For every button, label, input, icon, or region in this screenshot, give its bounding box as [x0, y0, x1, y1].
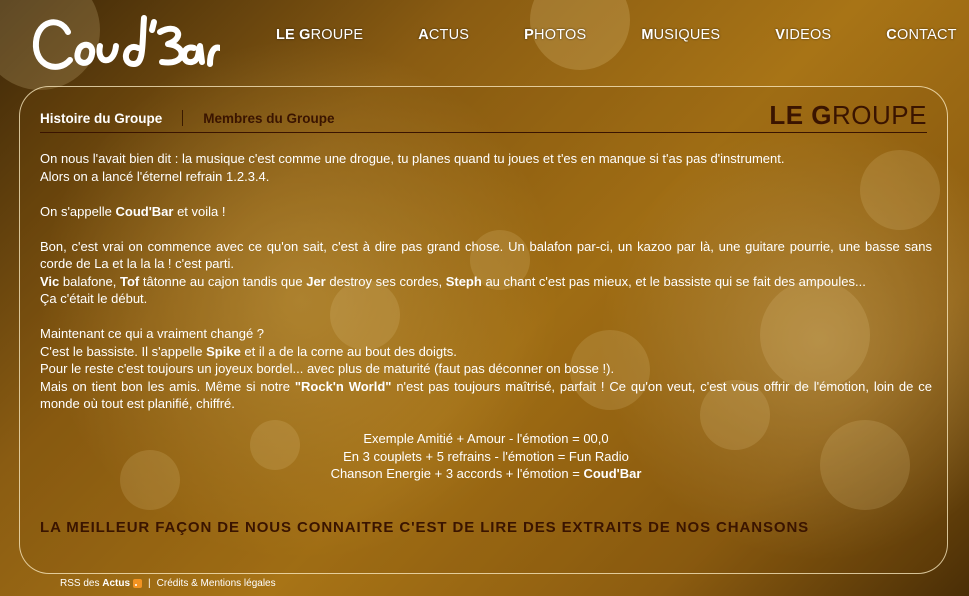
nav-le-groupe[interactable]: [276, 27, 363, 43]
nav-label-initial: LE G: [276, 27, 311, 43]
nav-label-initial: M: [641, 27, 654, 43]
equation-line: En 3 couplets + 5 refrains - l'émotion = Fun Radio: [343, 448, 629, 464]
subnav-membres[interactable]: Membres du Groupe: [203, 110, 335, 126]
nav-label-initial: C: [886, 27, 897, 43]
nav-label-rest: IDEOS: [785, 27, 832, 43]
band-name: Coud'Bar: [115, 203, 174, 219]
equation-line: Chanson Energie + 3 accords + l'émotion =: [330, 466, 584, 481]
story-text: [40, 150, 932, 483]
main-nav: [276, 25, 957, 45]
text: destroy ses cordes,: [325, 273, 446, 289]
nav-actus[interactable]: [418, 27, 469, 43]
credits-link[interactable]: Crédits & Mentions légales: [156, 578, 276, 589]
text: Ça c'était le début.: [40, 291, 148, 306]
text: Mais on tient bon les amis. Même si notre: [40, 378, 295, 394]
nav-videos[interactable]: [775, 27, 831, 43]
nav-label-rest: ROUPE: [310, 27, 364, 43]
text-line: On nous l'avait bien dit : la musique c'est comme une drogue, tu planes quand tu joues et t'es en manque si t'as pas d'instrument.: [40, 151, 785, 166]
member-name: Steph: [445, 273, 482, 289]
text: Bon, c'est vrai on commence avec ce qu'on sait, c'est à dire pas grand chose. Un balafon par-ci, un kazoo par là, une guitare pourrie, une basse sans corde de La et la la la ! c'est parti.: [40, 238, 932, 271]
page-title-initial: LE G: [769, 100, 833, 130]
member-name: Spike: [206, 343, 241, 359]
footer: [60, 578, 276, 589]
equation-line: Exemple Amitié + Amour - l'émotion = 00,0: [363, 431, 609, 446]
subnav-separator: [182, 110, 183, 126]
text: C'est le bassiste. Il s'appelle: [40, 343, 207, 359]
text-line: Alors on a lancé l'éternel refrain 1.2.3.4.: [40, 168, 270, 184]
rss-text-bold: Actus: [102, 578, 131, 589]
text: On s'appelle: [40, 203, 116, 219]
subnav-histoire[interactable]: Histoire du Groupe: [40, 110, 163, 126]
nav-musiques[interactable]: [641, 27, 720, 43]
paragraph: [40, 238, 932, 308]
equations: [40, 430, 932, 483]
paragraph: [40, 203, 932, 221]
sub-nav: [40, 110, 335, 126]
nav-label-rest: HOTOS: [534, 27, 587, 43]
text: et il a de la corne au bout des doigts.: [240, 343, 457, 359]
nav-label-initial: A: [418, 27, 429, 43]
text: Maintenant ce qui a vraiment changé ?: [40, 326, 265, 341]
member-name: Tof: [120, 273, 140, 289]
text: n'est pas toujours maîtrisé, parfait ! Ce qu'on veut, c'est vous offrir de l'émotion, loin de ce monde où tout est planifié, chiffré.: [40, 378, 932, 411]
nav-contact[interactable]: [886, 27, 956, 43]
member-name: Vic: [40, 273, 60, 289]
nav-label-rest: USIQUES: [653, 27, 721, 43]
text: Pour le reste c'est toujours un joyeux bordel... avec plus de maturité (faut pas déconner on bosse !).: [40, 361, 615, 376]
paragraph: [40, 150, 932, 185]
coudbar-logo[interactable]: [30, 8, 220, 80]
text: tâtonne au cajon tandis que: [139, 273, 307, 289]
member-name: Jer: [306, 273, 326, 289]
footer-separator: |: [148, 578, 151, 589]
text: balafone,: [59, 273, 120, 289]
text: et voila !: [173, 203, 226, 219]
nav-label-initial: P: [524, 27, 535, 43]
nav-photos[interactable]: [524, 27, 586, 43]
page-title: [769, 100, 927, 131]
lyrics-link[interactable]: LA MEILLEUR FAÇON DE NOUS CONNAITRE C'EST DE LIRE DES EXTRAITS DE NOS CHANSONS: [40, 519, 810, 536]
rss-text: RSS des: [60, 578, 103, 589]
paragraph: [40, 325, 932, 413]
nav-label-initial: V: [775, 27, 786, 43]
rss-icon[interactable]: [133, 579, 142, 588]
band-name: Coud'Bar: [583, 466, 642, 481]
rss-link[interactable]: [60, 578, 130, 589]
nav-label-rest: ONTACT: [896, 27, 957, 43]
page-title-rest: ROUPE: [832, 100, 927, 130]
nav-label-rest: CTUS: [428, 27, 470, 43]
rock-n-world: "Rock'n World": [294, 378, 392, 394]
text: au chant c'est pas mieux, et le bassiste qui se fait des ampoules...: [481, 273, 866, 289]
title-divider: [40, 132, 927, 133]
